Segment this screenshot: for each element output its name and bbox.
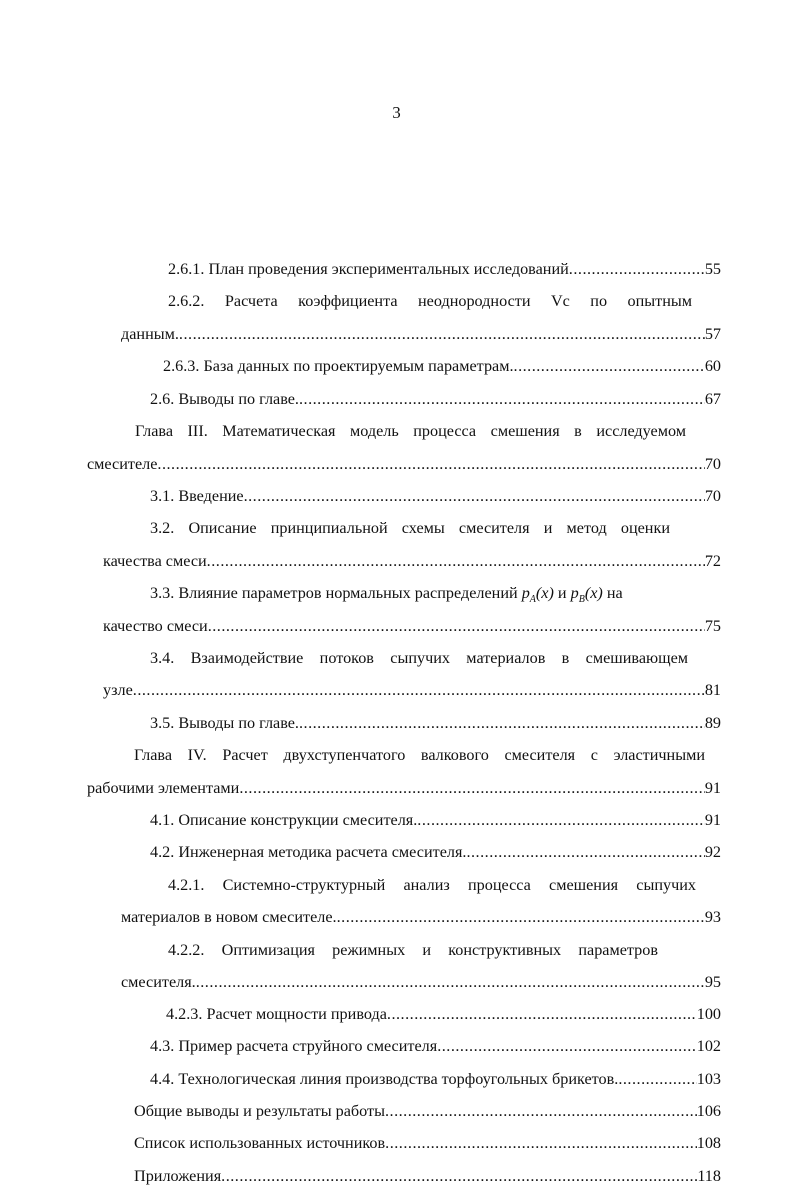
- toc-entry-page: 89: [704, 714, 721, 732]
- toc-leader: [569, 257, 705, 281]
- toc-entry-page: 91: [704, 779, 721, 797]
- toc-entry-page: 103: [696, 1070, 721, 1088]
- toc-entry-title: 3.5. Выводы по главе.: [150, 714, 299, 732]
- toc-entry-title: 2.6.2. Расчета коэффициента неоднородности Vc по опытным: [168, 292, 692, 310]
- toc-entry-title: Приложения: [134, 1167, 222, 1185]
- toc-entry-title: Список использованных источников: [134, 1134, 386, 1152]
- toc-entry-4-3[interactable]: [150, 1034, 721, 1058]
- toc-entry-2-6-1[interactable]: [168, 257, 721, 281]
- toc-entry-title: 3.4. Взаимодействие потоков сыпучих материалов в смешивающем: [150, 649, 688, 667]
- toc-leader: [196, 970, 705, 994]
- toc-leader: [337, 905, 705, 929]
- toc-entry-title: 4.2.2. Оптимизация режимных и конструктивных параметров: [168, 941, 658, 959]
- toc-entry-title: материалов в новом смесителе.: [121, 908, 337, 926]
- toc-leader: [299, 387, 705, 411]
- toc-entry-3-2-cont[interactable]: [103, 549, 721, 573]
- toc-entry-3-4-cont[interactable]: [103, 678, 721, 702]
- toc-entry-title: 4.4. Технологическая линия производства торфоугольных брикетов.: [150, 1070, 619, 1088]
- toc-entry-4-2-1[interactable]: [168, 873, 696, 897]
- page-number: 3: [392, 103, 401, 122]
- toc-entry-2-6-2[interactable]: [168, 289, 692, 313]
- math-pa: $p_A(x)$: [521, 584, 554, 606]
- toc-entry-title: 3.3. Влияние параметров нормальных распределений: [150, 584, 522, 602]
- toc-entry-3-5[interactable]: [150, 711, 721, 735]
- toc-entry-title: 3.2. Описание принципиальной схемы смесителя и метод оценки: [150, 519, 670, 537]
- toc-entry-title: качества смеси: [103, 552, 207, 570]
- toc-entry-title: Общие выводы и результаты работы: [134, 1102, 385, 1120]
- toc-leader: [437, 1034, 697, 1058]
- toc-entry-page: 70: [704, 487, 721, 505]
- toc-chapter-4[interactable]: [134, 743, 705, 767]
- toc-leader: [417, 808, 705, 832]
- toc-entry-4-2-2[interactable]: [168, 938, 658, 962]
- toc-entry-3-3-cont[interactable]: [103, 614, 721, 638]
- toc-entry-4-2[interactable]: [150, 840, 721, 864]
- toc-entry-page: 72: [704, 552, 721, 570]
- toc-entry-page: 106: [696, 1102, 721, 1120]
- toc-leader: [179, 322, 705, 346]
- toc-entry-2-6-3[interactable]: [163, 354, 721, 378]
- toc-conclusions[interactable]: [134, 1099, 721, 1123]
- toc-entry-page: 92: [704, 843, 721, 861]
- toc-entry-page: 102: [696, 1037, 721, 1055]
- toc-entry-2-6-2-cont[interactable]: [121, 322, 721, 346]
- toc-chapter-4-cont[interactable]: [87, 776, 721, 800]
- toc-entry-4-2-2-cont[interactable]: [121, 970, 721, 994]
- toc-entry-title: Глава III. Математическая модель процесса смешения в исследуемом: [135, 422, 686, 440]
- toc-leader: [244, 484, 705, 508]
- toc-chapter-3-cont[interactable]: [87, 452, 721, 476]
- toc-entry-page: 100: [696, 1005, 721, 1023]
- toc-entry-title: данным.: [121, 325, 179, 343]
- toc-leader: [207, 549, 705, 573]
- toc-chapter-3[interactable]: [135, 419, 686, 443]
- toc-entry-page: 95: [704, 973, 721, 991]
- toc-leader: [221, 1164, 697, 1188]
- toc-entry-page: 55: [704, 260, 721, 278]
- toc-entry-title: смесителя.: [121, 973, 196, 991]
- toc-entry-4-4[interactable]: [150, 1067, 721, 1091]
- toc-entry-title: 4.2. Инженерная методика расчета смесителя.: [150, 843, 467, 861]
- toc-entry-title: 4.1. Описание конструкции смесителя.: [150, 811, 418, 829]
- toc-entry-page: 60: [704, 357, 721, 375]
- toc-entry-title: 2.6. Выводы по главе.: [150, 390, 299, 408]
- toc-leader: [299, 711, 705, 735]
- toc-leader: [618, 1067, 696, 1091]
- toc-entry-page: 91: [704, 811, 721, 829]
- toc-leader: [239, 776, 704, 800]
- conjunction: и: [553, 584, 571, 602]
- toc-entry-3-3[interactable]: [150, 581, 695, 605]
- toc-entry-title: 4.2.1. Системно-структурный анализ процесса смешения сыпучих: [168, 876, 696, 894]
- toc-entry-page: 67: [704, 390, 721, 408]
- toc-entry-page: 57: [704, 325, 721, 343]
- toc-entry-page: 118: [697, 1167, 721, 1185]
- toc-entry-title: 2.6.1. План проведения экспериментальных исследований: [168, 260, 569, 278]
- toc-entry-title: узле: [103, 681, 133, 699]
- toc-leader: [385, 1099, 697, 1123]
- toc-entry-3-4[interactable]: [150, 646, 688, 670]
- toc-entry-3-1[interactable]: [150, 484, 721, 508]
- toc-entry-page: 108: [696, 1134, 721, 1152]
- toc-entry-3-2[interactable]: [150, 516, 670, 540]
- toc-entry-title: 4.3. Пример расчета струйного смесителя: [150, 1037, 438, 1055]
- toc-leader: [387, 1002, 697, 1026]
- toc-entry-page: 75: [704, 617, 721, 635]
- toc-entry-4-2-1-cont[interactable]: [121, 905, 721, 929]
- toc-entry-title: Глава IV. Расчет двухступенчатого валкового смесителя с эластичными: [134, 746, 705, 764]
- toc-leader: [157, 452, 704, 476]
- toc-entry-title: 4.2.3. Расчет мощности привода: [166, 1005, 387, 1023]
- toc-leader: [385, 1131, 697, 1155]
- toc-entry-title: качество смеси: [103, 617, 208, 635]
- toc-leader: [466, 840, 704, 864]
- toc-leader: [514, 354, 705, 378]
- toc-entry-page: 81: [704, 681, 721, 699]
- toc-entry-title: смесителе: [87, 455, 158, 473]
- toc-leader: [133, 678, 705, 702]
- toc-entry-page: 93: [704, 908, 721, 926]
- toc-entry-4-1[interactable]: [150, 808, 721, 832]
- math-pb: $p_B(x)$: [570, 584, 603, 606]
- toc-entry-title: 2.6.3. База данных по проектируемым параметрам.: [163, 357, 514, 375]
- toc-appendices[interactable]: [134, 1164, 721, 1188]
- toc-entry-2-6[interactable]: [150, 387, 721, 411]
- toc-entry-title: 3.1. Введение: [150, 487, 244, 505]
- toc-references[interactable]: [134, 1131, 721, 1155]
- toc-entry-title-end: на: [602, 584, 623, 602]
- toc-entry-page: 70: [704, 455, 721, 473]
- toc-entry-4-2-3[interactable]: [166, 1002, 721, 1026]
- toc-leader: [208, 614, 705, 638]
- toc-entry-title: рабочими элементами: [87, 779, 240, 797]
